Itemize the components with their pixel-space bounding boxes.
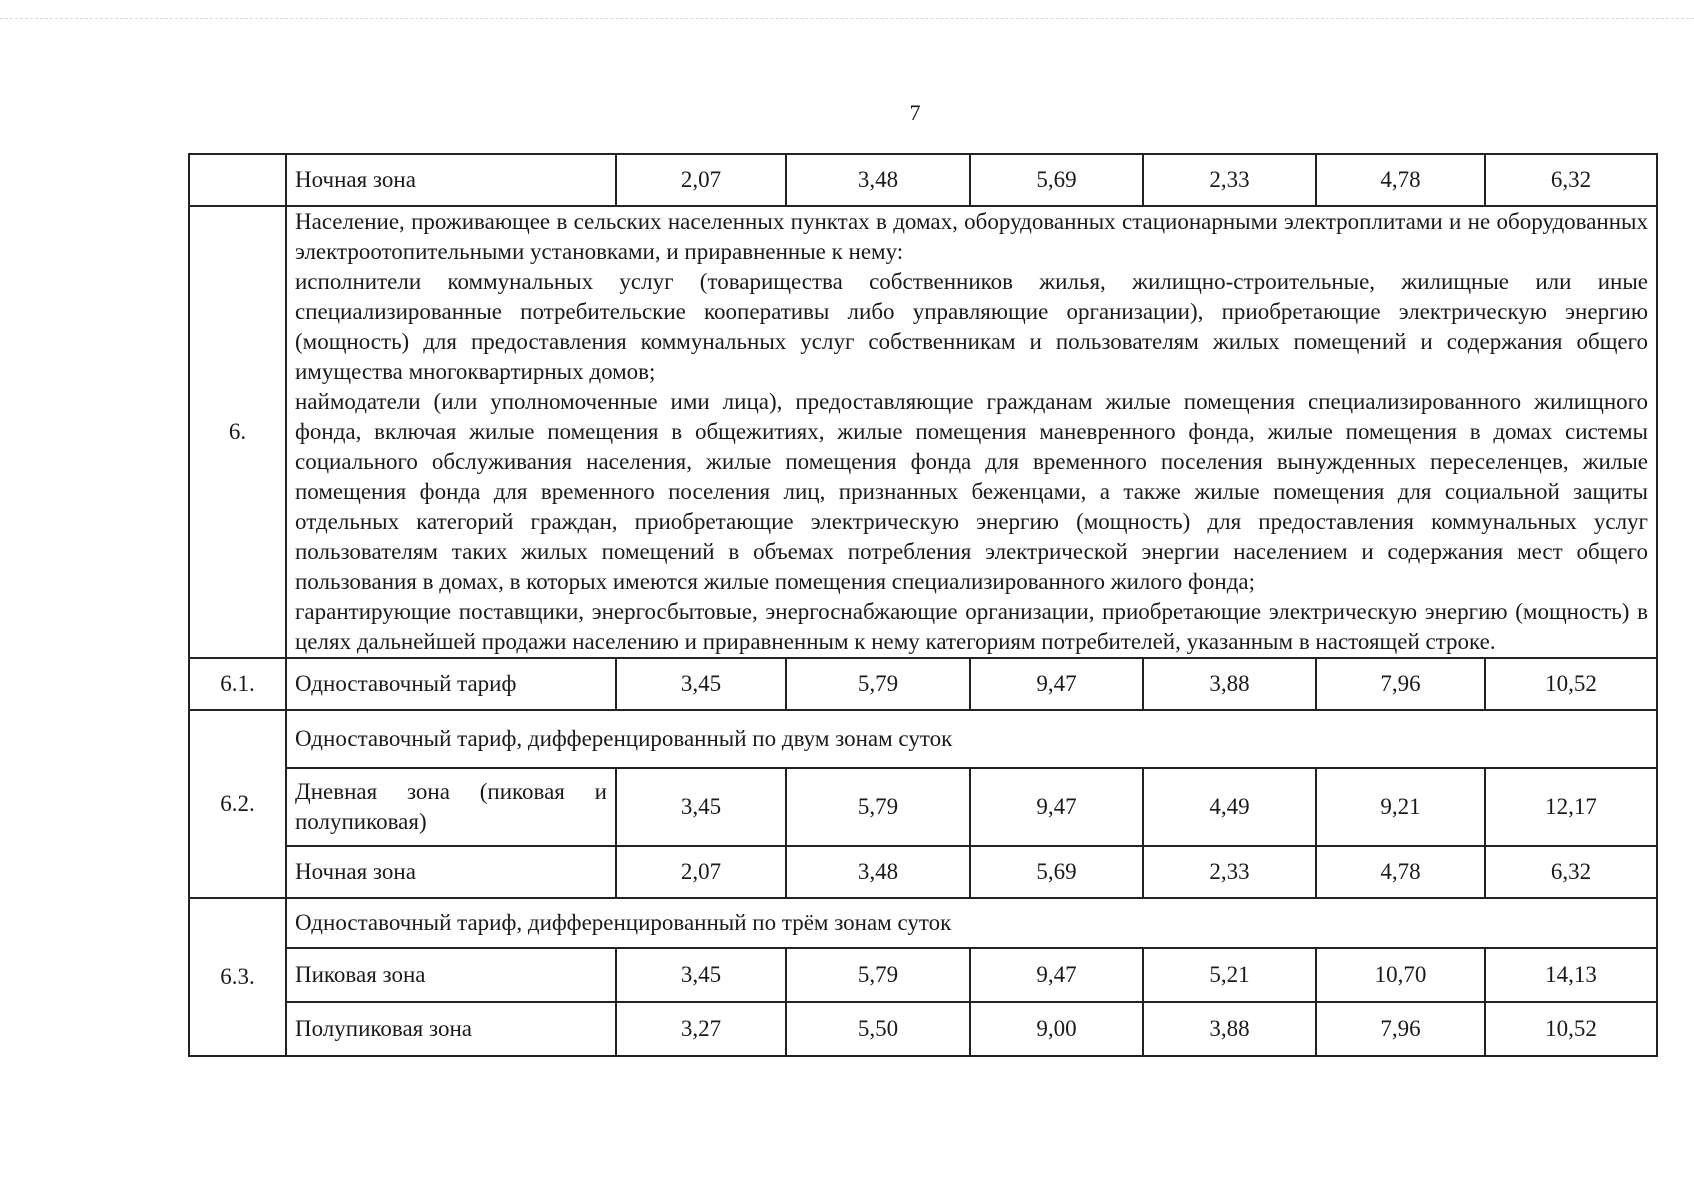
tariff-name-cell: Дневная зона (пиковая и полупиковая) [286, 768, 616, 846]
table-row-6-3-peak-zone [189, 948, 1657, 1002]
row-number-cell: 6.2. [189, 710, 286, 898]
scan-edge [0, 18, 1694, 29]
value-cell: 3,27 [616, 1002, 786, 1056]
table-row-6-2-header [189, 710, 1657, 768]
value-cell: 9,21 [1316, 768, 1485, 846]
value-cell: 5,21 [1143, 948, 1316, 1002]
value-cell: 2,07 [616, 154, 786, 206]
row-number-cell: 6. [189, 206, 286, 658]
value-cell: 4,78 [1316, 846, 1485, 898]
table-row-6-3-semipeak-zone [189, 1002, 1657, 1056]
value-cell: 7,96 [1316, 1002, 1485, 1056]
table-row-6-2-day-zone [189, 768, 1657, 846]
value-cell: 9,47 [970, 658, 1143, 710]
table-row-night-zone-continued [189, 154, 1657, 206]
value-cell: 7,96 [1316, 658, 1485, 710]
row-number-cell [189, 154, 286, 206]
page-number: 7 [909, 100, 921, 125]
value-cell: 14,13 [1485, 948, 1657, 1002]
tariff-name-cell: Одноставочный тариф [286, 658, 616, 710]
value-cell: 5,79 [786, 658, 970, 710]
value-cell: 3,88 [1143, 658, 1316, 710]
value-cell: 6,32 [1485, 154, 1657, 206]
value-cell: 5,69 [970, 154, 1143, 206]
value-cell: 3,45 [616, 768, 786, 846]
row-number-cell: 6.3. [189, 898, 286, 1056]
section-description-cell [286, 206, 1657, 658]
value-cell: 3,88 [1143, 1002, 1316, 1056]
value-cell: 4,49 [1143, 768, 1316, 846]
tariff-table [188, 153, 1658, 1057]
value-cell: 12,17 [1485, 768, 1657, 846]
description-paragraph: исполнители коммунальных услуг (товарищества собственников жилья, жилищно-строительные, жилищные или иные специализированные потребительские кооперативы либо управляющие организации), приобретающие электрическую энергию (мощность) для предоставления коммунальных услуг собственникам и пользователям жилых помещений и содержания общего имущества многоквартирных домов; [295, 269, 1648, 384]
tariff-name-cell: Полупиковая зона [286, 1002, 616, 1056]
description-paragraph: гарантирующие поставщики, энергосбытовые, энергоснабжающие организации, приобретающие электрическую энергию (мощность) в целях дальнейшей продажи населению и приравненным к нему категориям потребителей, указанным в настоящей строке. [295, 599, 1648, 654]
value-cell: 10,52 [1485, 1002, 1657, 1056]
value-cell: 4,78 [1316, 154, 1485, 206]
tariff-name-cell: Ночная зона [286, 154, 616, 206]
description-paragraph: Население, проживающее в сельских населенных пунктах в домах, оборудованных стационарными электроплитами и не оборудованных электроотопительными установками, и приравненные к нему: [295, 209, 1648, 264]
value-cell: 3,48 [786, 846, 970, 898]
value-cell: 2,33 [1143, 846, 1316, 898]
row-number-cell: 6.1. [189, 658, 286, 710]
tariff-name-cell: Ночная зона [286, 846, 616, 898]
subsection-header-cell: Одноставочный тариф, дифференцированный по двум зонам суток [286, 710, 1657, 768]
table-row-6-3-header [189, 898, 1657, 948]
value-cell: 2,07 [616, 846, 786, 898]
value-cell: 6,32 [1485, 846, 1657, 898]
value-cell: 10,52 [1485, 658, 1657, 710]
value-cell: 10,70 [1316, 948, 1485, 1002]
value-cell: 9,47 [970, 768, 1143, 846]
value-cell: 3,45 [616, 658, 786, 710]
value-cell: 9,00 [970, 1002, 1143, 1056]
subsection-header-cell: Одноставочный тариф, дифференцированный по трём зонам суток [286, 898, 1657, 948]
table-row-6-2-night-zone [189, 846, 1657, 898]
tariff-name-cell: Пиковая зона [286, 948, 616, 1002]
value-cell: 5,50 [786, 1002, 970, 1056]
value-cell: 5,69 [970, 846, 1143, 898]
value-cell: 9,47 [970, 948, 1143, 1002]
description-paragraph: наймодатели (или уполномоченные ими лица), предоставляющие гражданам жилые помещения специализированного жилищного фонда, включая жилые помещения в общежитиях, жилые помещения маневренного фонда, жилые помещения в домах системы социального обслуживания населения, жилые помещения фонда для временного поселения вынужденных переселенцев, жилые помещения фонда для временного поселения лиц, признанных беженцами, а также жилые помещения для социальной защиты отдельных категорий граждан, приобретающие электрическую энергию (мощность) для предоставления коммунальных услуг пользователям таких жилых помещений в объемах потребления электрической энергии населением и содержания мест общего пользования в домах, в которых имеются жилые помещения специализированного жилого фонда; [295, 389, 1648, 594]
value-cell: 3,48 [786, 154, 970, 206]
value-cell: 5,79 [786, 948, 970, 1002]
value-cell: 3,45 [616, 948, 786, 1002]
table-row-6-1 [189, 658, 1657, 710]
table-row-section-6 [189, 206, 1657, 658]
value-cell: 5,79 [786, 768, 970, 846]
value-cell: 2,33 [1143, 154, 1316, 206]
